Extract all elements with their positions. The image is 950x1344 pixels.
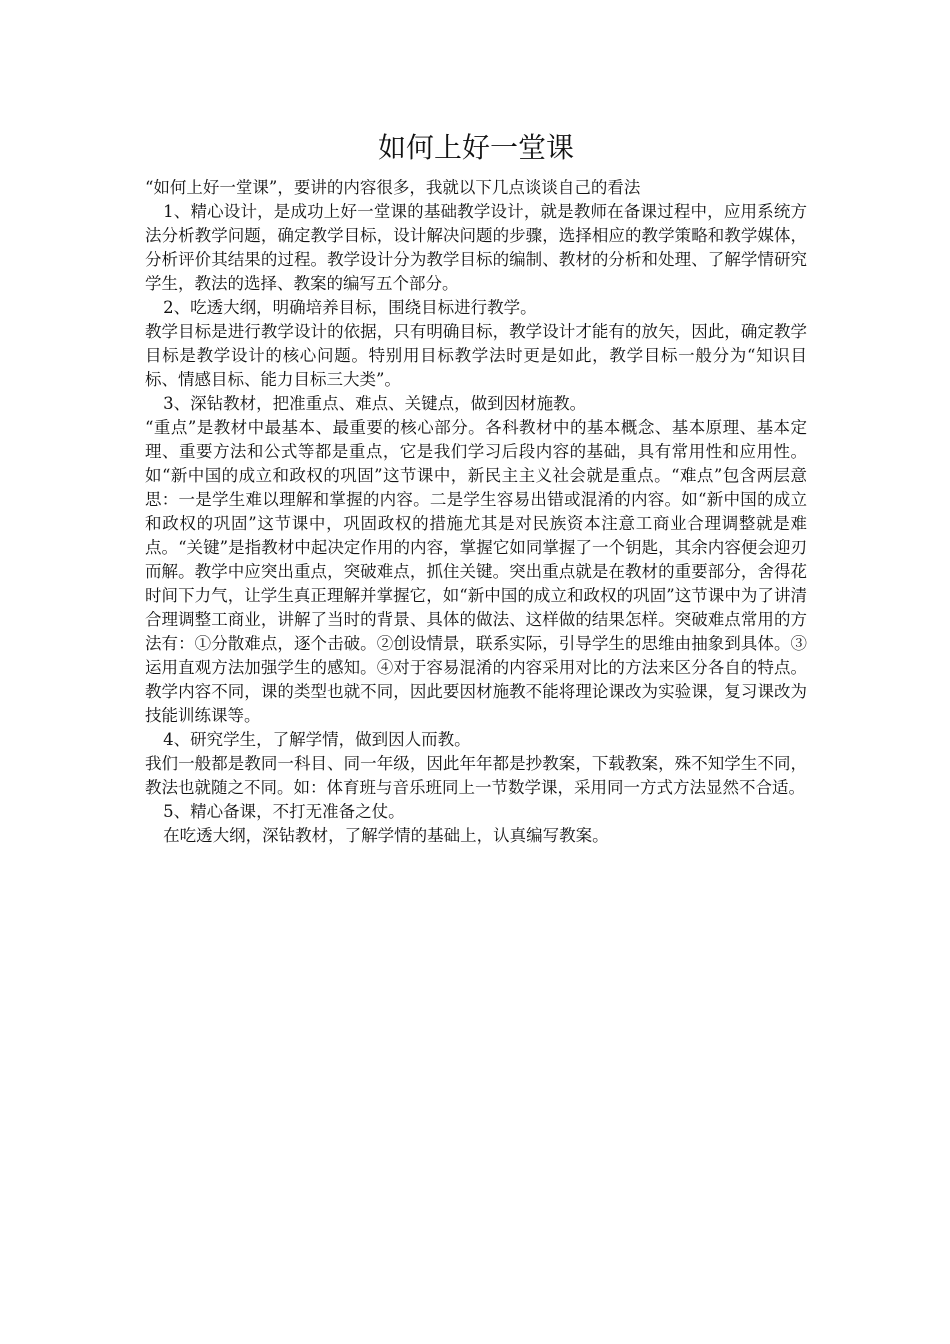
section-2-paragraph: 教学目标是进行教学设计的依据，只有明确目标，教学设计才能有的放矢，因此，确定教学目标是教学设计的核心问题。特别用目标教学法时更是如此，教学目标一般分为“知识目标、情感目标、能力目标三大类”。 bbox=[145, 322, 807, 389]
document-title: 如何上好一堂课 bbox=[377, 131, 574, 164]
section-5-heading: 5、精心备课，不打无准备之仗。 bbox=[163, 802, 405, 821]
section-4-paragraph: 我们一般都是教同一科目、同一年级，因此年年都是抄教案，下载教案，殊不知学生不同，教法也就随之不同。如：体育班与音乐班同上一节数学课，采用同一方式方法显然不合适。 bbox=[145, 754, 807, 797]
section-1-paragraph: 1、精心设计，是成功上好一堂课的基础教学设计，就是教师在备课过程中，应用系统方法分析教学问题，确定教学目标，设计解决问题的步骤，选择相应的教学策略和教学媒体，分析评价其结果的过程。教学设计分为教学目标的编制、教材的分析和处理、了解学情研究学生，教法的选择、教案的编写五个部分。 bbox=[145, 202, 807, 293]
section-5-paragraph: 在吃透大纲，深钻教材，了解学情的基础上，认真编写教案。 bbox=[163, 826, 609, 845]
section-4-heading: 4、研究学生，了解学情，做到因人而教。 bbox=[163, 730, 471, 749]
section-3-heading: 3、深钻教材，把准重点、难点、关键点，做到因材施教。 bbox=[163, 394, 587, 413]
section-2-heading: 2、吃透大纲，明确培养目标，围绕目标进行教学。 bbox=[163, 298, 537, 317]
document-page bbox=[145, 128, 807, 848]
section-3-paragraph: “重点”是教材中最基本、最重要的核心部分。各科教材中的基本概念、基本原理、基本定理、重要方法和公式等都是重点，它是我们学习后段内容的基础，具有常用性和应用性。如“新中国的成立和政权的巩固”这节课中，新民主主义社会就是重点。“难点”包含两层意思：一是学生难以理解和掌握的内容。二是学生容易出错或混淆的内容。如“新中国的成立和政权的巩固”这节课中，巩固政权的措施尤其是对民族资本注意工商业合理调整就是难点。“关键”是指教材中起决定作用的内容，掌握它如同掌握了一个钥匙，其余内容便会迎刃而解。教学中应突出重点，突破难点，抓住关键。突出重点就是在教材的重要部分，舍得花时间下力气，让学生真正理解并掌握它，如“新中国的成立和政权的巩固”这节课中为了讲清合理调整工商业，讲解了当时的背景、具体的做法、这样做的结果怎样。突破难点常用的方法有：①分散难点，逐个击破。②创设情景，联系实际，引导学生的思维由抽象到具体。③运用直观方法加强学生的感知。④对于容易混淆的内容采用对比的方法来区分各自的特点。教学内容不同，课的类型也就不同，因此要因材施教不能将理论课改为实验课，复习课改为技能训练课等。 bbox=[145, 418, 807, 725]
intro-paragraph: “如何上好一堂课”，要讲的内容很多，我就以下几点谈谈自己的看法 bbox=[145, 178, 641, 197]
